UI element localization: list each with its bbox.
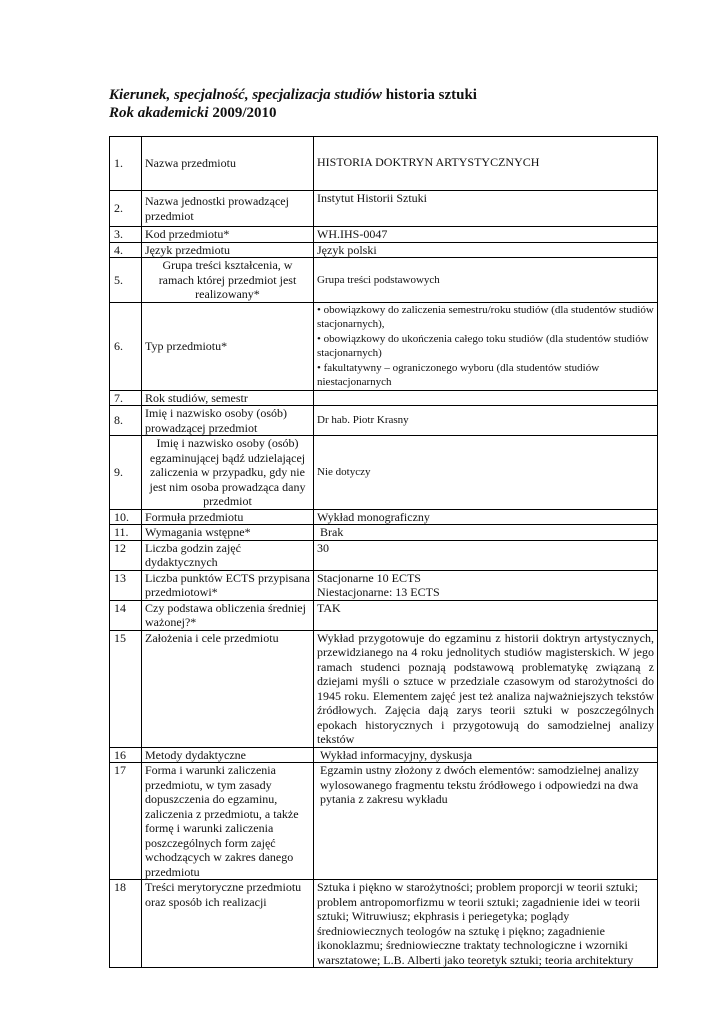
table-row (110, 390, 658, 406)
table-row (110, 525, 658, 541)
table-row (110, 227, 658, 243)
row-label: Język przedmiotu (142, 242, 314, 258)
row-label: Rok studiów, semestr (142, 390, 314, 406)
row-value: Grupa treści podstawowych (314, 258, 658, 303)
row-value-ects (314, 570, 658, 600)
row-label: Treści merytoryczne przedmiotu oraz sposób ich realizacji (142, 880, 314, 968)
table-row (110, 880, 658, 968)
row-label: Typ przedmiotu* (142, 302, 314, 390)
row-label: Czy podstawa obliczenia średniej ważonej?* (142, 600, 314, 630)
row-number: 6. (110, 302, 142, 390)
bullet-item: • fakultatywny – ograniczonego wyboru (dla studentów studiów niestacjonarnych (317, 361, 600, 388)
row-number: 12 (110, 540, 142, 570)
header-line-2 (109, 104, 477, 122)
row-value: Wykład monograficzny (314, 509, 658, 525)
ects-part-time: Niestacjonarne: 13 ECTS (317, 585, 440, 599)
row-value: HISTORIA DOKTRYN ARTYSTYCZNYCH (314, 137, 658, 191)
field-of-study-label: Kierunek, specjalność, specjalizacja studiów (109, 87, 382, 103)
row-value: 30 (314, 540, 658, 570)
table-row (110, 191, 658, 227)
table-row (110, 302, 658, 390)
row-label: Forma i warunki zaliczenia przedmiotu, w tym zasady dopuszczenia do egzaminu, zaliczenia z przedmiotu, a także formę i warunki zaliczenia poszczególnych form zajęć wchodzących w zakres danego przedmiotu (142, 763, 314, 880)
bullet-item: • obowiązkowy do ukończenia całego toku studiów (dla studentów studiów stacjonarnych) (317, 332, 649, 359)
row-number: 7. (110, 390, 142, 406)
row-label: Liczba punktów ECTS przypisana przedmiotowi* (142, 570, 314, 600)
table-row (110, 258, 658, 303)
row-number: 4. (110, 242, 142, 258)
row-value: Język polski (314, 242, 658, 258)
table-row (110, 747, 658, 763)
table-row (110, 137, 658, 191)
row-label: Grupa treści kształcenia, w ramach której przedmiot jest realizowany* (142, 258, 314, 303)
row-value: Sztuka i piękno w starożytności; problem proporcji w teorii sztuki; problem antropomorfizmu w teorii sztuki; zagadnienie idei w teorii sztuki; Witruwiusz; ekphrasis i periegetyka; poglądy średniowiecznych teologów na sztukę i piękno; zagadnienie ikonoklazmu; średniowieczne traktaty technologiczne i wzorniki warsztatowe; L.B. Alberti jako teoretyk sztuki; teoria architektury (314, 880, 658, 968)
table-row (110, 600, 658, 630)
document-header (109, 86, 477, 122)
row-number: 2. (110, 191, 142, 227)
row-label: Metody dydaktyczne (142, 747, 314, 763)
row-number: 11. (110, 525, 142, 541)
table-row (110, 540, 658, 570)
row-value: Dr hab. Piotr Krasny (314, 406, 658, 436)
row-value: WH.IHS-0047 (314, 227, 658, 243)
row-value-bullets (314, 302, 658, 390)
header-line-1 (109, 86, 477, 104)
row-value: Nie dotyczy (314, 436, 658, 510)
course-syllabus-table (109, 136, 658, 968)
row-number: 13 (110, 570, 142, 600)
row-number: 16 (110, 747, 142, 763)
row-number: 14 (110, 600, 142, 630)
row-label: Nazwa jednostki prowadzącej przedmiot (142, 191, 314, 227)
field-of-study-value: historia sztuki (385, 87, 477, 103)
row-number: 9. (110, 436, 142, 510)
row-label: Formuła przedmiotu (142, 509, 314, 525)
table-row (110, 242, 658, 258)
table-row (110, 406, 658, 436)
row-value: Wykład informacyjny, dyskusja (314, 747, 658, 763)
academic-year-value: 2009/2010 (212, 105, 277, 121)
table-row (110, 763, 658, 880)
row-label: Założenia i cele przedmiotu (142, 630, 314, 747)
table-row (110, 630, 658, 747)
table-row (110, 436, 658, 510)
row-value: TAK (314, 600, 658, 630)
row-number: 10. (110, 509, 142, 525)
row-number: 17 (110, 763, 142, 880)
row-value: Brak (314, 525, 658, 541)
row-value: Instytut Historii Sztuki (314, 191, 658, 227)
row-number: 8. (110, 406, 142, 436)
row-number: 5. (110, 258, 142, 303)
table-row (110, 570, 658, 600)
bullet-item: • obowiązkowy do zaliczenia semestru/roku studiów (dla studentów studiów stacjonarnych), (317, 303, 654, 330)
row-value: Egzamin ustny złożony z dwóch elementów: samodzielnej analizy wylosowanego fragmentu tekstu źródłowego i odpowiedzi na dwa pytania z zakresu wykładu (314, 763, 658, 880)
row-value (314, 390, 658, 406)
row-number: 1. (110, 137, 142, 191)
row-number: 3. (110, 227, 142, 243)
row-label: Nazwa przedmiotu (142, 137, 314, 191)
table-row (110, 509, 658, 525)
row-label: Imię i nazwisko osoby (osób) egzaminującej bądź udzielającej zaliczenia w przypadku, gdy nie jest nim osoba prowadząca dany przedmiot (142, 436, 314, 510)
row-label: Wymagania wstępne* (142, 525, 314, 541)
row-value: Wykład przygotowuje do egzaminu z historii doktryn artystycznych, przewidzianego na 4 roku jednolitych studiów magisterskich. W jego ramach studenci poznają podstawową problematykę związaną z dziejami myśli o sztuce w przedziale czasowym od starożytności do 1945 roku. Elementem zajęć jest też analiza najważniejszych tekstów źródłowych. Zajęcia dają zarys teorii sztuki w poszczególnych epokach historycznych i przygotowują do samodzielnej analizy tekstów (314, 630, 658, 747)
academic-year-label: Rok akademicki (109, 105, 209, 121)
ects-full-time: Stacjonarne 10 ECTS (317, 570, 421, 585)
row-label: Imię i nazwisko osoby (osób) prowadzącej przedmiot (142, 406, 314, 436)
row-label: Liczba godzin zajęć dydaktycznych (142, 540, 314, 570)
row-label: Kod przedmiotu* (142, 227, 314, 243)
row-number: 18 (110, 880, 142, 968)
row-number: 15 (110, 630, 142, 747)
